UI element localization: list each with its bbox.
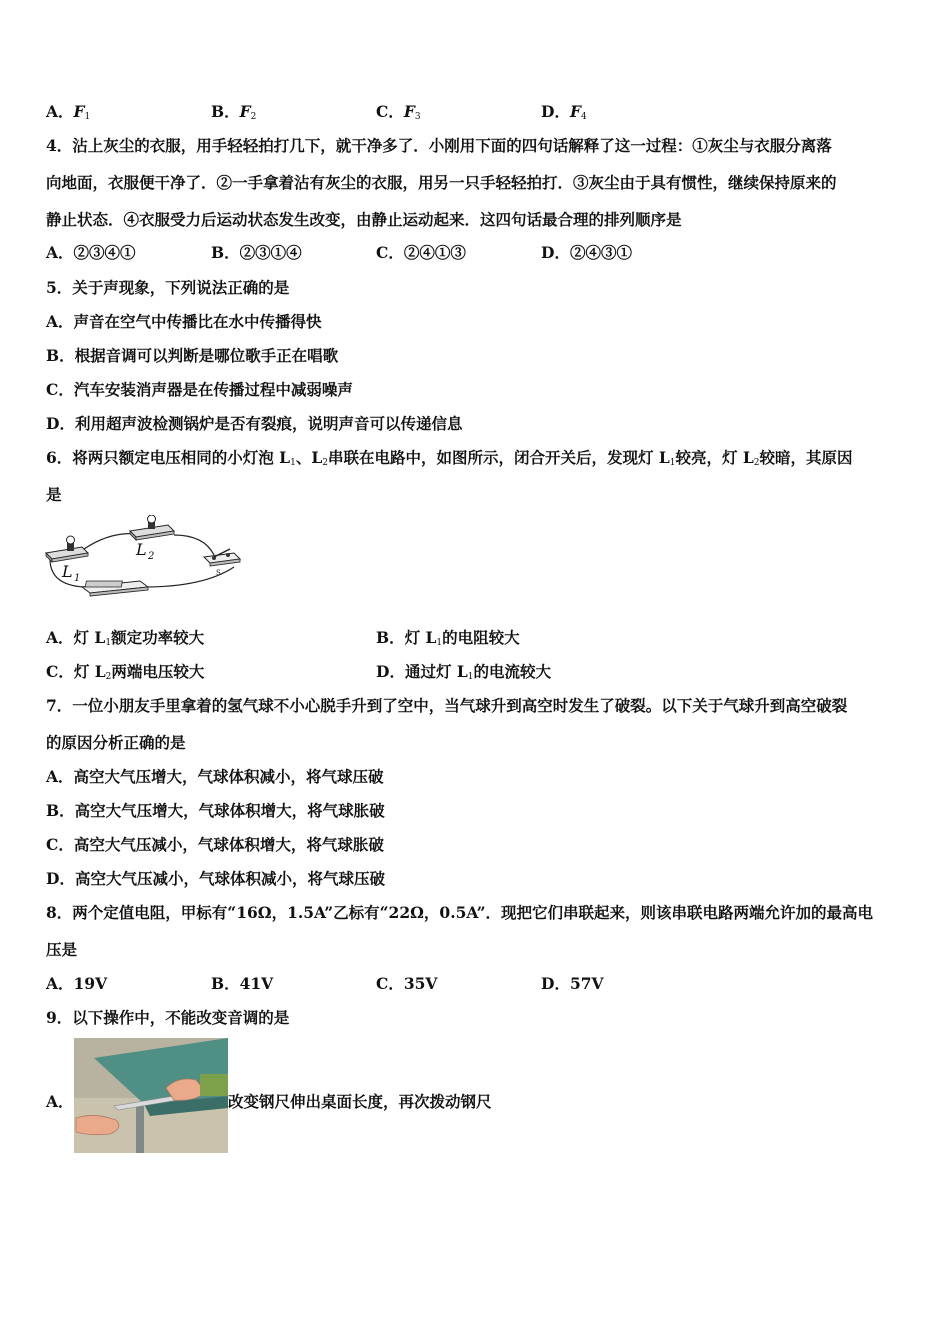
q5-option-d: D．利用超声波检测锅炉是否有裂痕，说明声音可以传递信息 — [46, 414, 463, 433]
q4-stem-line2: 向地面，衣服便干净了．②一手拿着沾有灰尘的衣服，用另一只手轻轻拍打．③灰尘由于具有惯性，继续保持原来的 — [46, 173, 837, 192]
q4-option-c: C．②④①③ — [376, 243, 466, 262]
q7-stem-line1: 7．一位小朋友手里拿着的氢气球不小心脱手升到了空中，当气球升到高空时发生了破裂。以下关于气球升到高空破裂 — [46, 696, 848, 715]
label-l1-sub: 1 — [74, 573, 81, 584]
q7-option-a: A．高空大气压增大，气球体积减小，将气球压破 — [46, 767, 384, 786]
q5-option-c: C．汽车安装消声器是在传播过程中减弱噪声 — [46, 380, 353, 399]
q5-stem: 5．关于声现象，下列说法正确的是 — [46, 278, 290, 297]
q6-option-b: B．灯 $L_1$的电阻较大 — [376, 628, 520, 648]
q7-option-c: C．高空大气压减小，气球体积增大，将气球胀破 — [46, 835, 384, 854]
label-l1: L — [62, 562, 73, 581]
q4-stem-line1: 4．沾上灰尘的衣服，用手轻轻拍打几下，就干净多了．小刚用下面的四句话解释了这一过程：①灰尘与衣服分离落 — [46, 136, 832, 155]
lamp-l1 — [46, 536, 88, 584]
label-switch: S — [216, 569, 221, 577]
battery — [82, 581, 148, 596]
q9-stem: 9．以下操作中，不能改变音调的是 — [46, 1008, 290, 1027]
q3-option-a: A．$F_1$ — [46, 102, 91, 122]
q7-option-d: D．高空大气压减小，气球体积减小，将气球压破 — [46, 869, 385, 888]
svg-text:2 — [147, 551, 154, 562]
label-l2: L — [136, 540, 147, 559]
svg-text:L — [61, 562, 73, 581]
q7-option-b: B．高空大气压增大，气球体积增大，将气球胀破 — [46, 801, 385, 820]
q8-stem-line1: 8．两个定值电阻，甲标有“16Ω，1.5A”乙标有“22Ω，0.5A”．现把它们串联起来，则该串联电路两端允许加的最高电 — [46, 903, 873, 922]
q6-option-d: D．通过灯 $L_1$的电流较大 — [376, 662, 551, 682]
q3-option-d: D．$F_4$ — [541, 102, 587, 122]
label-l2-sub: 2 — [148, 551, 155, 562]
q8-option-a: A．19V — [46, 974, 108, 993]
q4-option-d: D．②④③① — [541, 243, 632, 262]
q5-option-a: A．声音在空气中传播比在水中传播得快 — [46, 312, 322, 331]
q8-option-c: C．35V — [376, 974, 438, 993]
q4-option-a: A．②③④① — [46, 243, 136, 262]
q7-stem-line2: 的原因分析正确的是 — [46, 733, 186, 752]
q9-option-a-text: 改变钢尺伸出桌面长度，再次拨动钢尺 — [228, 1092, 492, 1111]
q8-option-d: D．57V — [541, 974, 604, 993]
q6-option-a: A．灯 $L_1$额定功率较大 — [46, 628, 205, 648]
svg-text:S — [216, 569, 221, 577]
q4-option-b: B．②③①④ — [211, 243, 302, 262]
ruler-photo — [74, 1038, 228, 1153]
q6-stem-line1: 6．将两只额定电压相同的小灯泡 $L_1$、$L_2$串联在电路中，如图所示，闭合开关后，发现灯 $L_1$较亮，灯 $L_2$较暗，其原因 — [46, 448, 853, 468]
q3-option-c: C．$F_3$ — [376, 102, 421, 122]
q9-option-a-label: A． — [46, 1092, 74, 1111]
svg-text:1 — [74, 573, 80, 584]
q6-stem-line2: 是 — [46, 485, 62, 504]
lamp-l2 — [130, 515, 174, 562]
q3-option-b: B．$F_2$ — [211, 102, 257, 122]
q8-stem-line2: 压是 — [46, 940, 78, 959]
q5-option-b: B．根据音调可以判断是哪位歌手正在唱歌 — [46, 346, 339, 365]
circuit-diagram — [44, 515, 244, 605]
q8-option-b: B．41V — [211, 974, 274, 993]
q4-stem-line3: 静止状态．④衣服受力后运动状态发生改变，由静止运动起来．这四句话最合理的排列顺序是 — [46, 210, 682, 229]
switch — [204, 549, 240, 577]
q6-option-c: C．灯 $L_2$两端电压较大 — [46, 662, 205, 682]
svg-text:L — [135, 540, 147, 559]
